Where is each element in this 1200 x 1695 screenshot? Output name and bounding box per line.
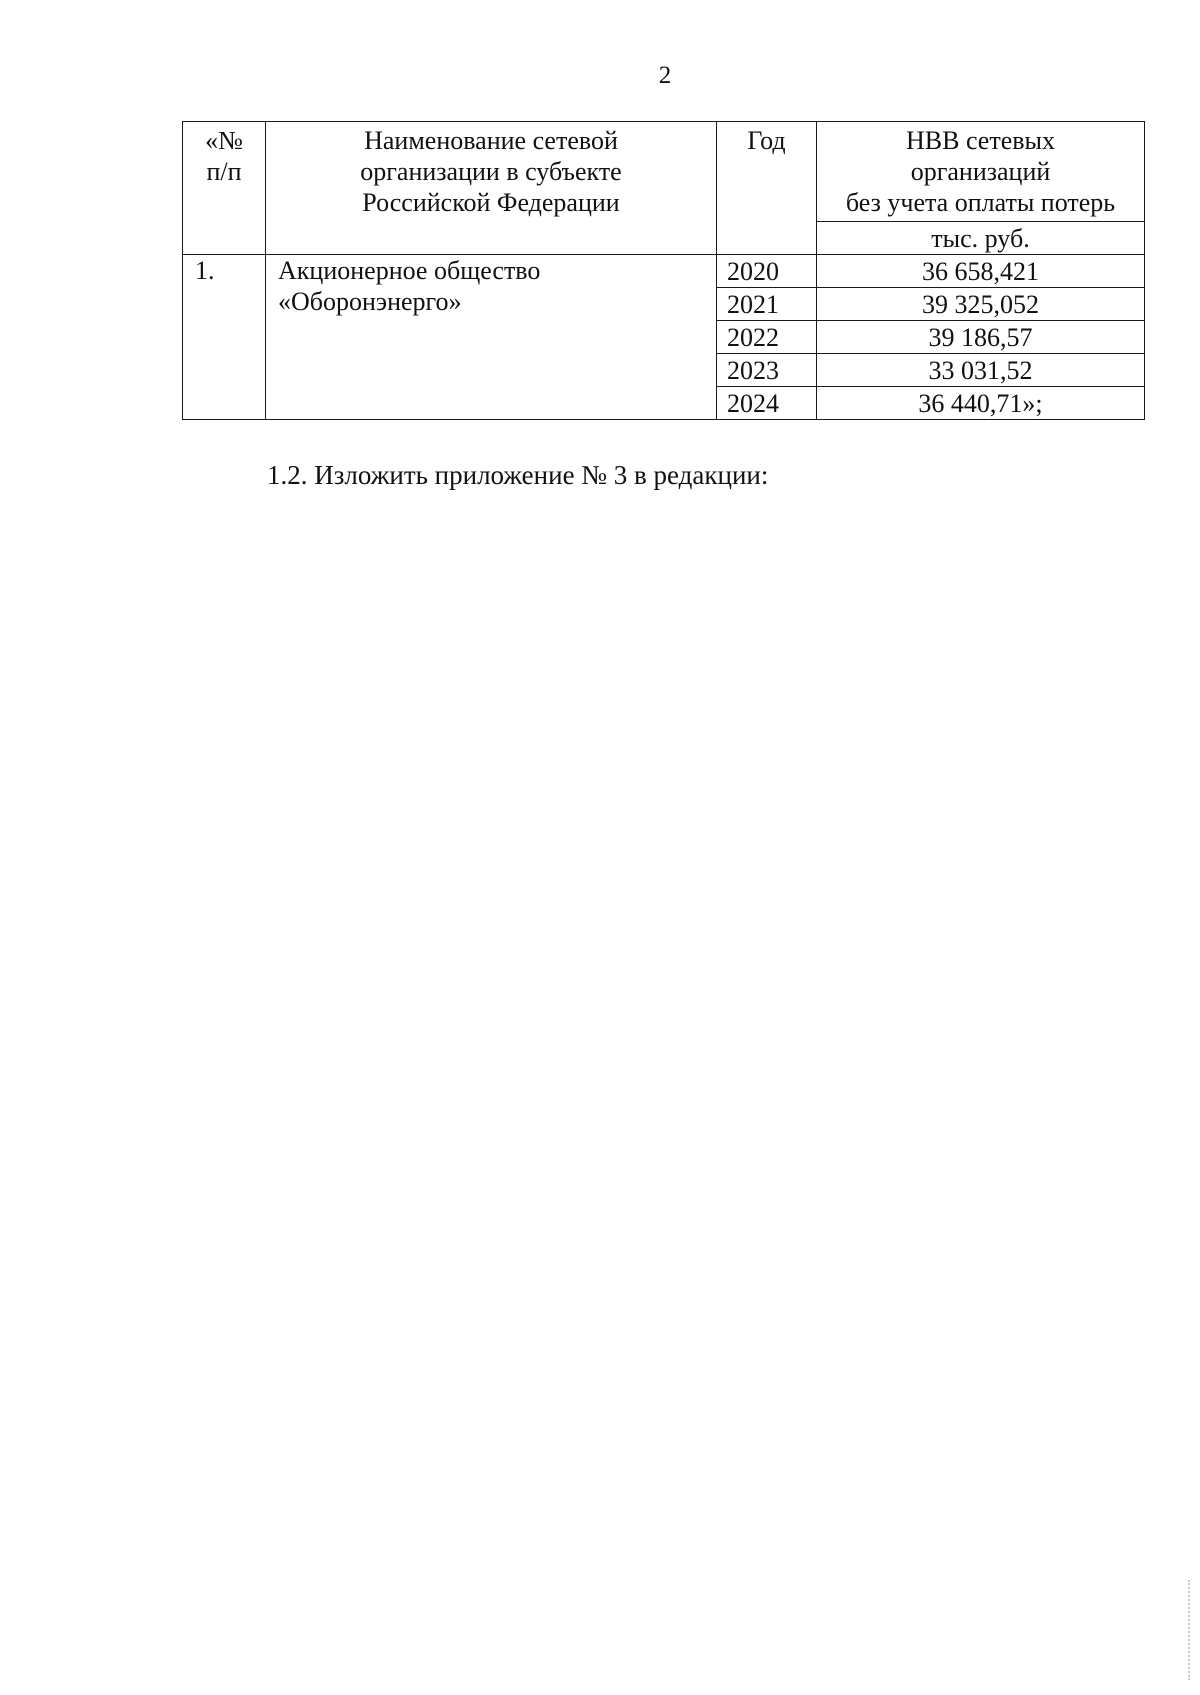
scan-edge-marks <box>1188 1580 1192 1680</box>
year-cell: 2023 <box>717 354 817 387</box>
header-number-cell <box>183 122 266 255</box>
header-name-line-2: организации в субъекте <box>360 157 622 186</box>
year-cell: 2022 <box>717 321 817 354</box>
row-name-cell <box>266 255 717 420</box>
nvv-table <box>182 121 1145 420</box>
value-cell: 33 031,52 <box>817 354 1145 387</box>
year-cell: 2021 <box>717 288 817 321</box>
header-number-line-2: п/п <box>206 157 242 186</box>
page-number: 2 <box>658 62 672 89</box>
header-name-line-1: Наименование сетевой <box>364 126 618 155</box>
value-cell: 39 186,57 <box>817 321 1145 354</box>
year-cell: 2024 <box>717 387 817 420</box>
header-value-line-1: НВВ сетевых <box>905 126 1055 155</box>
header-value-line-2: организаций <box>910 157 1051 186</box>
table-header-row <box>183 122 1145 222</box>
header-number-line-1: «№ <box>205 126 243 155</box>
header-unit-cell: тыс. руб. <box>817 222 1145 255</box>
value-cell: 39 325,052 <box>817 288 1145 321</box>
header-name-line-3: Российской Федерации <box>362 188 620 217</box>
header-name-cell <box>266 122 717 255</box>
header-value-line-3: без учета оплаты потерь <box>845 188 1116 217</box>
body-paragraph: 1.2. Изложить приложение № 3 в редакции: <box>267 460 769 490</box>
table-row <box>183 255 1145 288</box>
row-name-line-1: Акционерное общество <box>278 256 541 285</box>
row-name-line-2: «Оборонэнерго» <box>278 287 462 316</box>
row-number-cell: 1. <box>183 255 266 420</box>
header-year-cell: Год <box>717 122 817 255</box>
value-cell: 36 440,71»; <box>817 387 1145 420</box>
value-cell: 36 658,421 <box>817 255 1145 288</box>
header-value-cell <box>817 122 1145 222</box>
year-cell: 2020 <box>717 255 817 288</box>
